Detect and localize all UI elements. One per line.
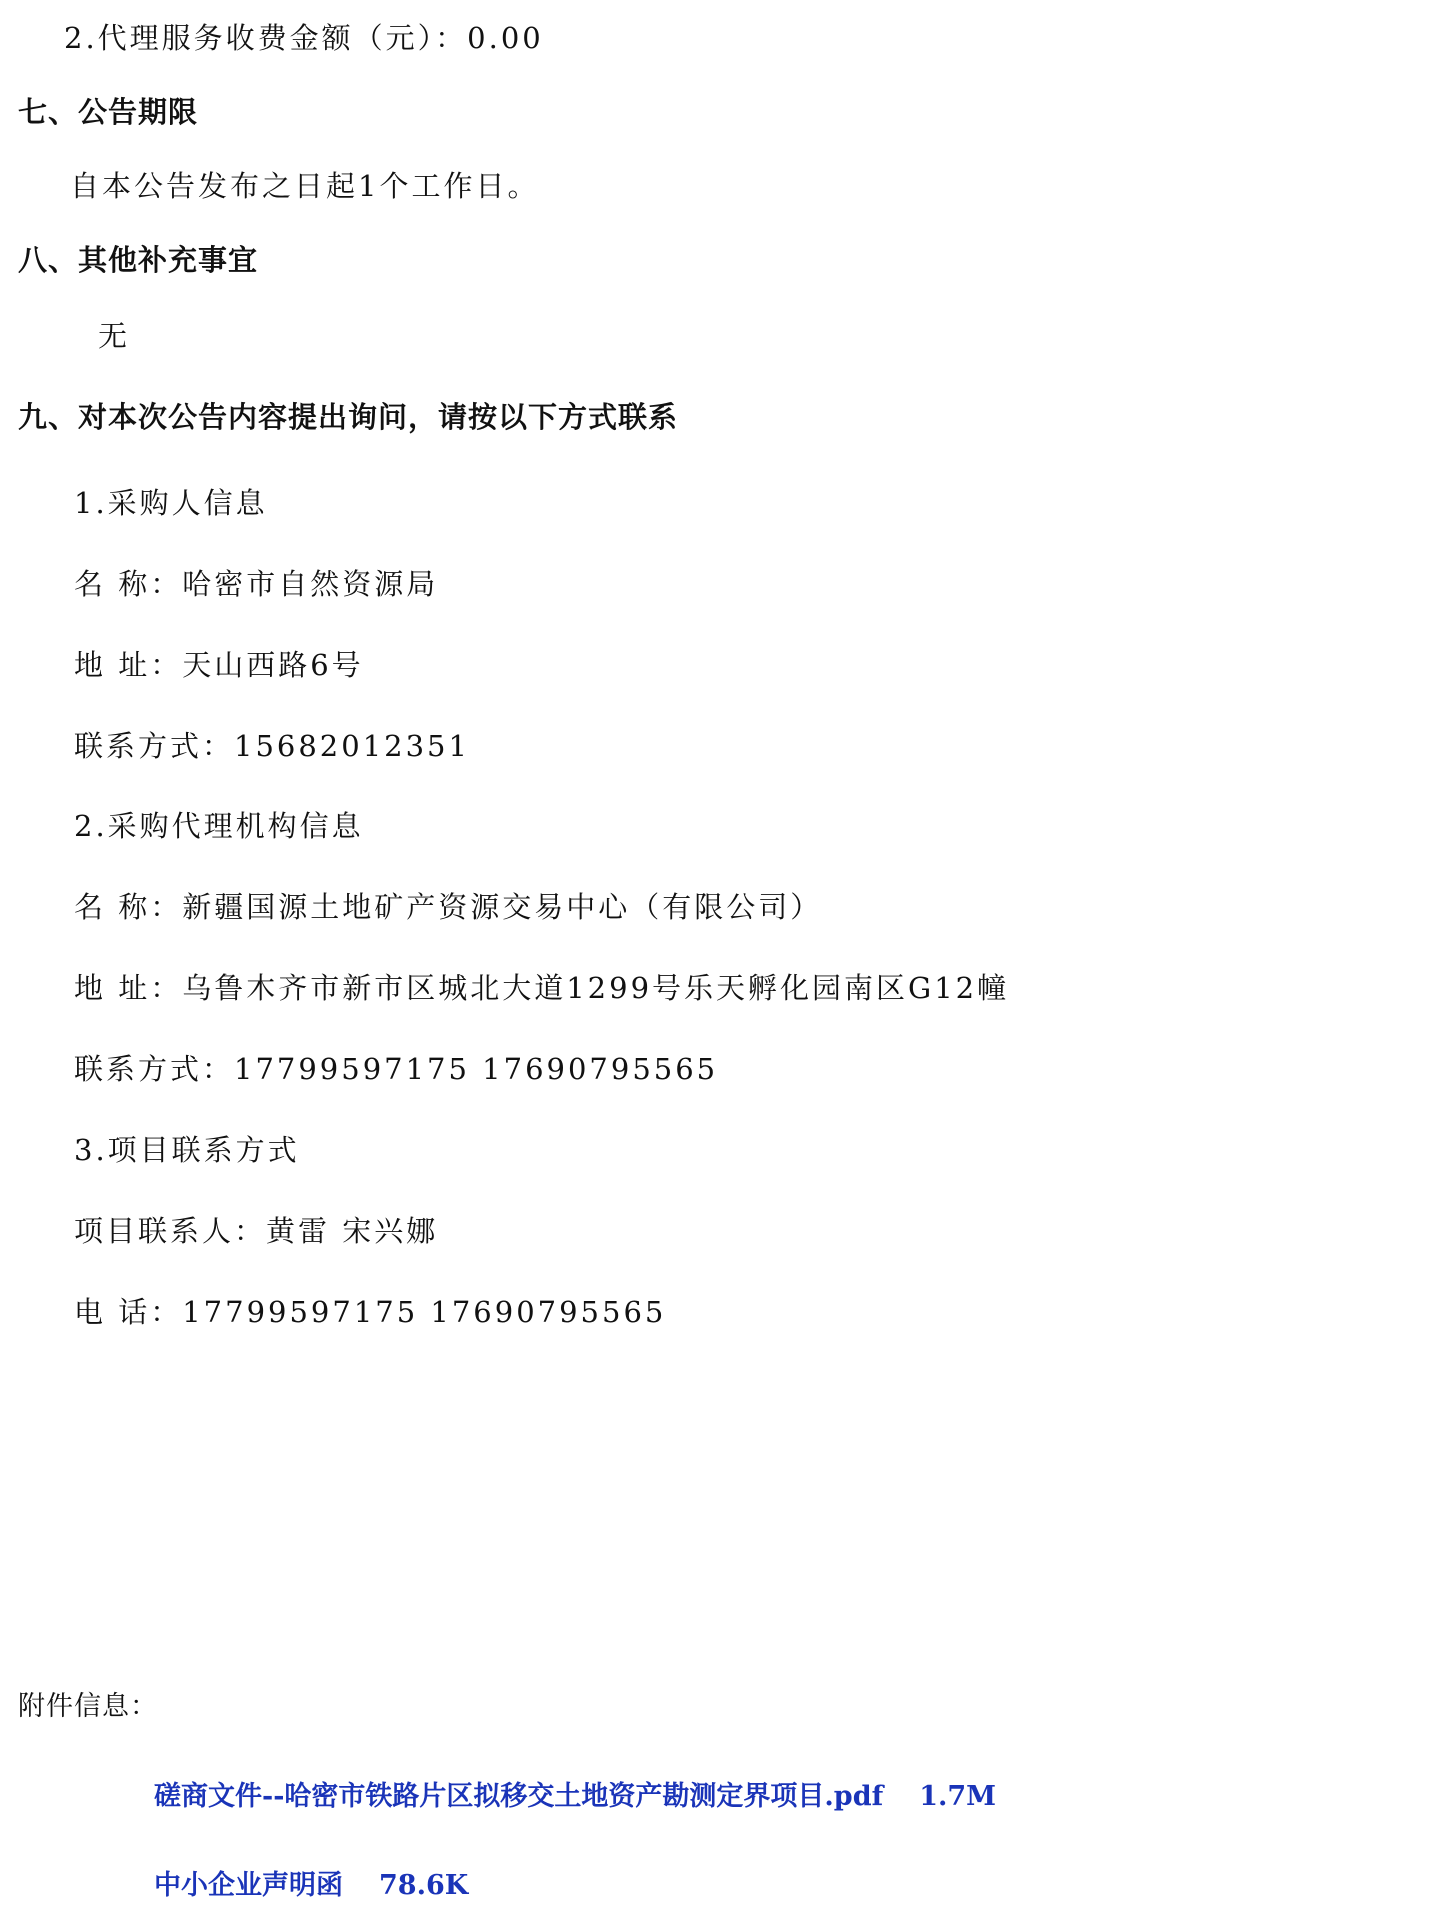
section-heading-announcement-period: 七、公告期限 <box>18 95 199 129</box>
project-contact-phone: 电 话：17799597175 17690795565 <box>74 1295 667 1329</box>
section-heading-other-matters: 八、其他补充事宜 <box>18 243 259 277</box>
section-heading-contact: 九、对本次公告内容提出询问，请按以下方式联系 <box>18 400 679 434</box>
attachment-name[interactable]: 磋商文件--哈密市铁路片区拟移交土地资产勘测定界项目.pdf <box>154 1781 884 1812</box>
agency-name: 名 称：新疆国源土地矿产资源交易中心（有限公司） <box>74 890 823 924</box>
attachment-name[interactable]: 中小企业声明函 <box>154 1870 343 1901</box>
agency-info-title: 2.采购代理机构信息 <box>74 809 364 843</box>
agency-contact: 联系方式：17799597175 17690795565 <box>74 1052 719 1086</box>
other-matters-text: 无 <box>98 319 131 353</box>
purchaser-info-title: 1.采购人信息 <box>74 486 268 520</box>
purchaser-address: 地 址：天山西路6号 <box>74 648 364 682</box>
announcement-period-text: 自本公告发布之日起1个工作日。 <box>70 169 540 203</box>
attachments-label: 附件信息： <box>18 1691 158 1722</box>
attachment-size: 78.6K <box>379 1870 469 1901</box>
agency-fee-line: 2.代理服务收费金额（元）：0.00 <box>64 21 544 55</box>
attachment-link-consultation-doc[interactable] <box>154 1779 996 1815</box>
attachment-link-sme-declaration[interactable] <box>154 1868 468 1904</box>
purchaser-name: 名 称：哈密市自然资源局 <box>74 567 439 601</box>
attachment-size: 1.7M <box>919 1781 997 1812</box>
agency-address: 地 址：乌鲁木齐市新市区城北大道1299号乐天孵化园南区G12幢 <box>74 971 1010 1005</box>
project-contact-person: 项目联系人：黄雷 宋兴娜 <box>74 1214 439 1248</box>
purchaser-contact: 联系方式：15682012351 <box>74 729 470 763</box>
project-contact-title: 3.项目联系方式 <box>74 1133 300 1167</box>
